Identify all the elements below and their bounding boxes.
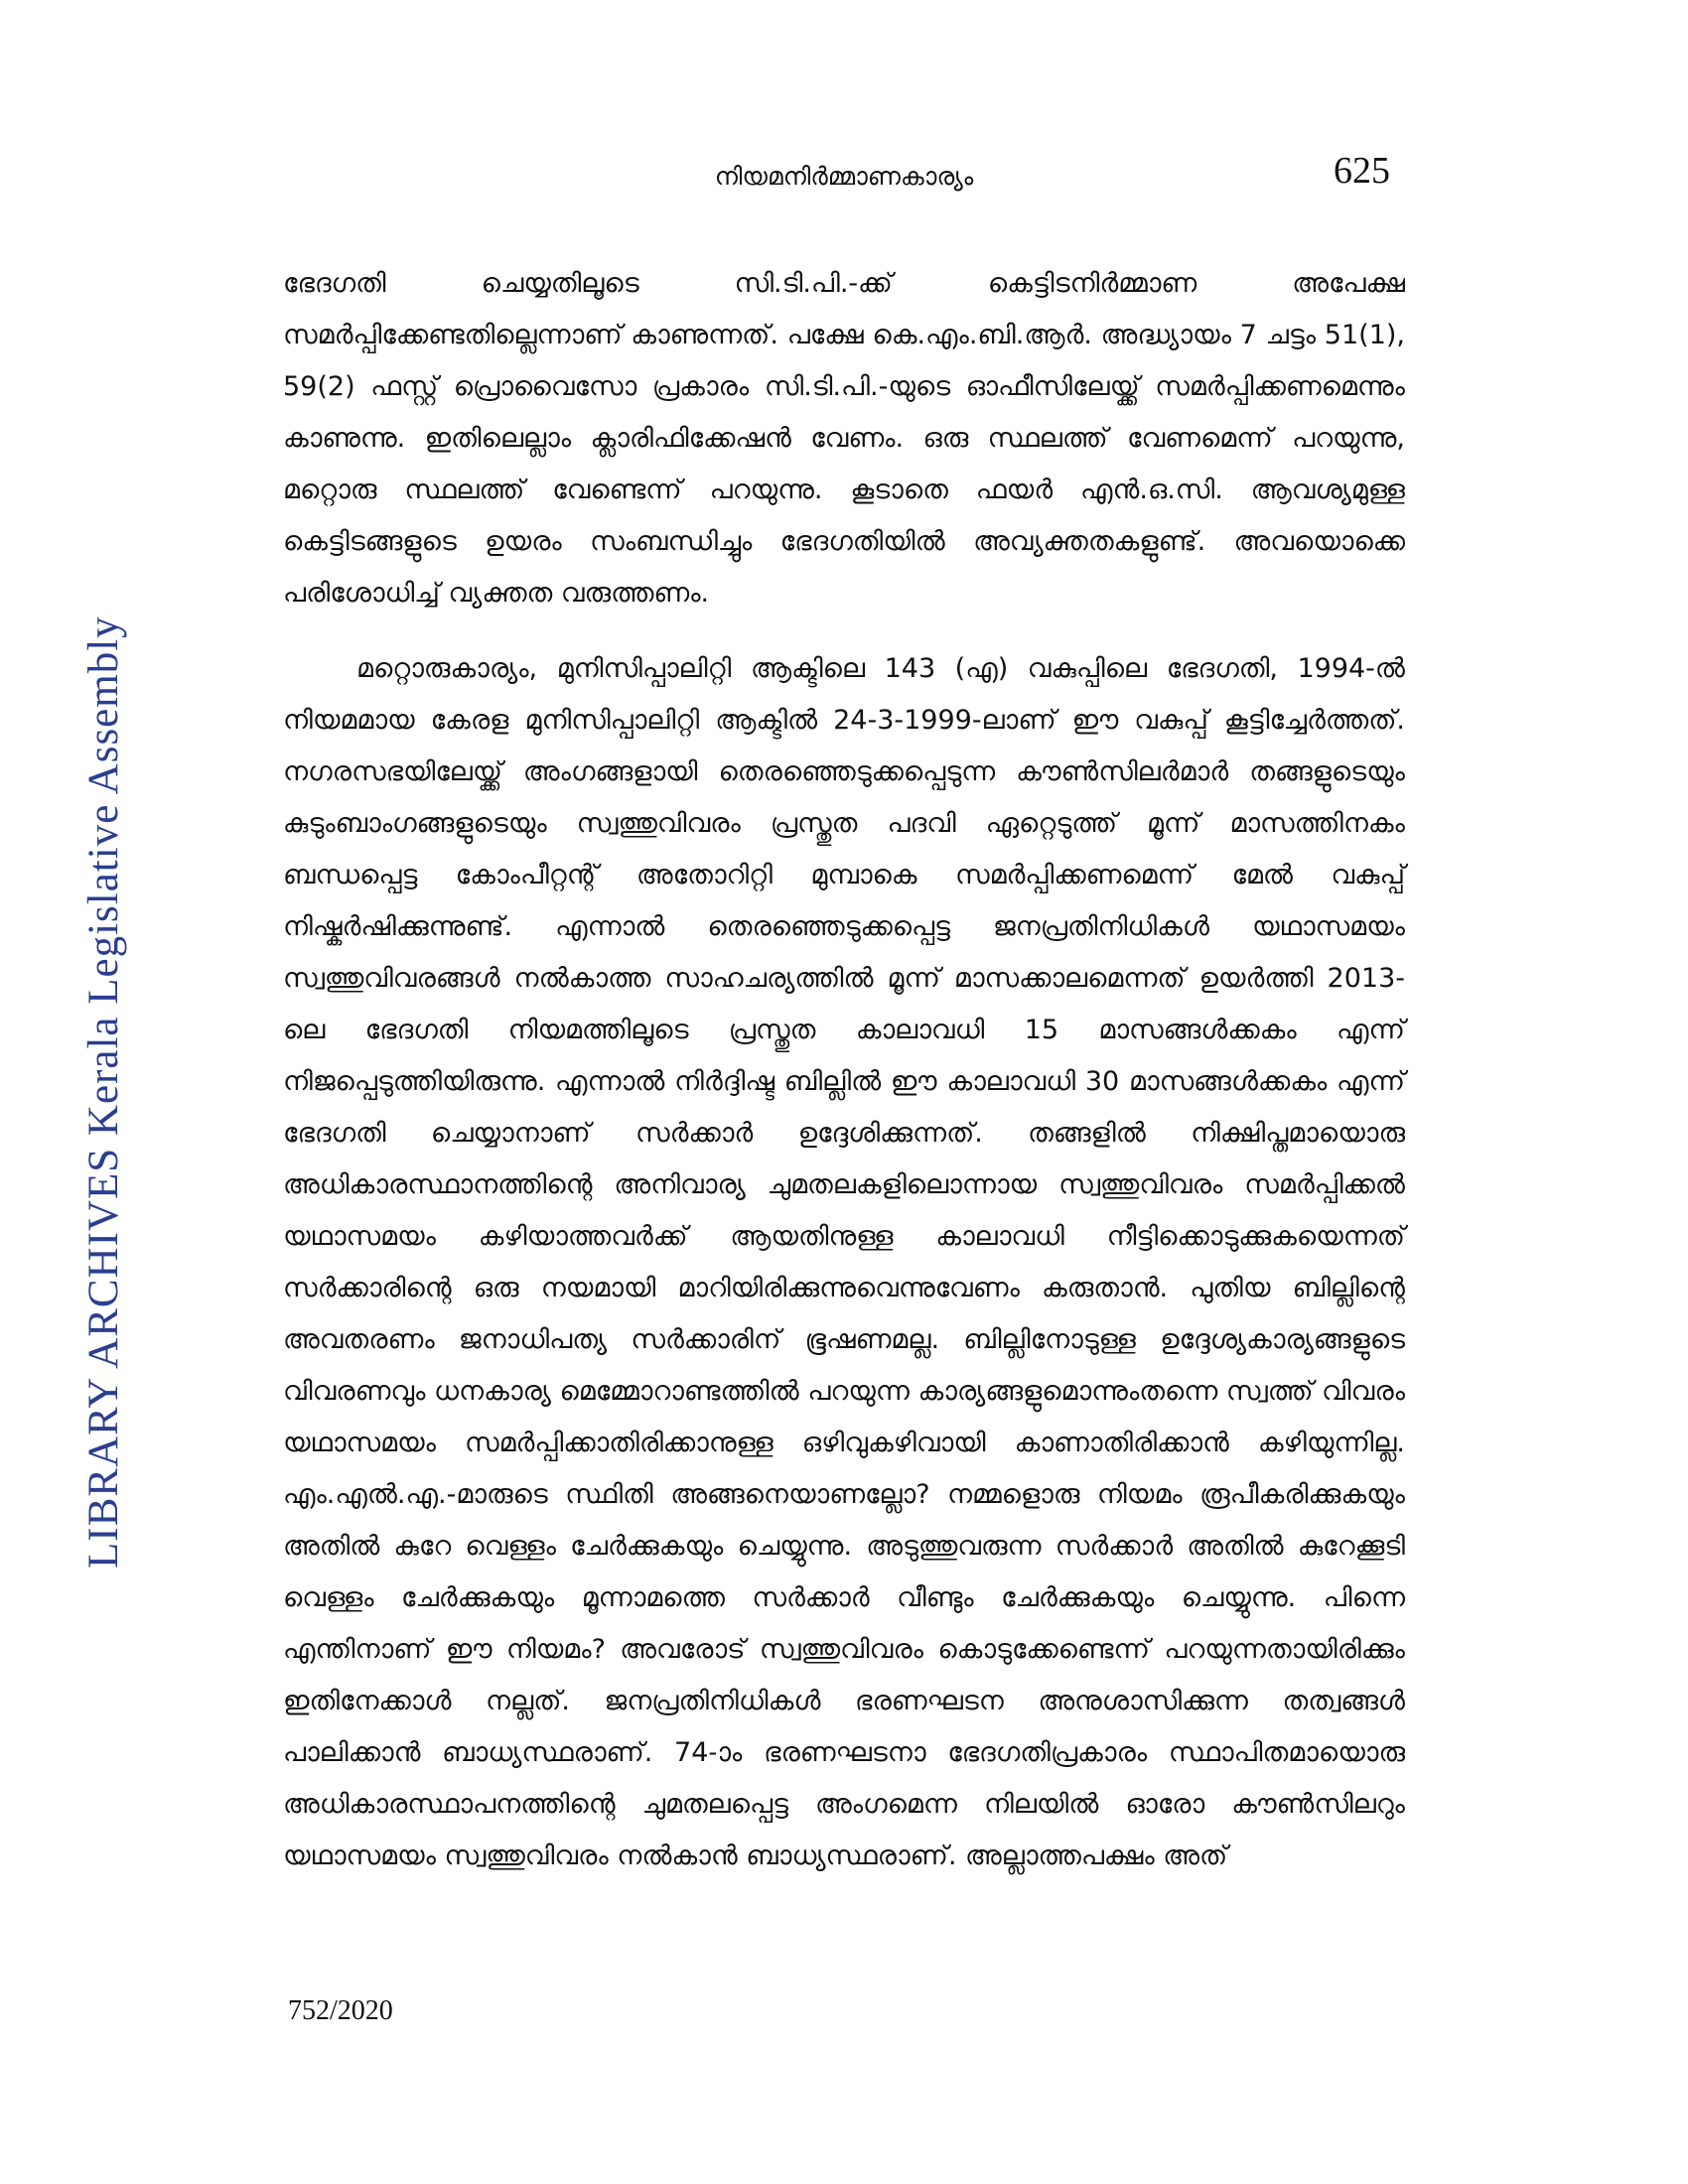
paragraph: മറ്റൊരുകാര്യം, മുനിസിപ്പാലിറ്റി ആക്ടിലെ 143 (എ) വകുപ്പിലെ ഭേദഗതി, 1994-ൽ നിയമമായ കേരള മുനിസിപ്പാലിറ്റി ആക്ടിൽ 24-3-1999-ലാണ് ഈ വകുപ്പ് കൂട്ടിച്ചേർത്തത്. നഗരസഭയിലേയ്ക്ക് അംഗങ്ങളായി തെരഞ്ഞെടുക്കപ്പെടുന്ന കൗൺസിലർമാർ തങ്ങളുടെയും കുടുംബാംഗങ്ങളുടെയും സ്വത്തുവിവരം പ്രസ്തുത പദവി ഏറ്റെടുത്ത് മൂന്ന് മാസത്തിനകം ബന്ധപ്പെട്ട കോംപീറ്റന്റ് അതോറിറ്റി മുമ്പാകെ സമർപ്പിക്കണമെന്ന് മേൽ വകുപ്പ് നിഷ്കർഷിക്കുന്നുണ്ട്. എന്നാൽ തെരഞ്ഞെടുക്കപ്പെട്ട ജനപ്രതിനിധികൾ യഥാസമയം സ്വത്തുവിവരങ്ങൾ നൽകാത്ത സാഹചര്യത്തിൽ മൂന്ന് മാസക്കാലമെന്നത് ഉയർത്തി 2013-ലെ ഭേദഗതി നിയമത്തിലൂടെ പ്രസ്തുത കാലാവധി 15 മാസങ്ങൾക്കകം എന്ന് നിജപ്പെടുത്തിയിരുന്നു. എന്നാൽ നിർദ്ദിഷ്ട ബില്ലിൽ ഈ കാലാവധി 30 മാസങ്ങൾക്കകം എന്ന് ഭേദഗതി ചെയ്യാനാണ് സർക്കാർ ഉദ്ദേശിക്കുന്നത്. തങ്ങളിൽ നിക്ഷിപ്തമായൊരു അധികാരസ്ഥാനത്തിന്റെ അനിവാര്യ ചുമതലകളിലൊന്നായ സ്വത്തുവിവരം സമർപ്പിക്കൽ യഥാസമയം കഴിയാത്തവർക്ക് ആയതിനുള്ള കാലാവധി നീട്ടിക്കൊടുക്കുകയെന്നത് സർക്കാരിന്റെ ഒരു നയമായി മാറിയിരിക്കുന്നുവെന്നുവേണം കരുതാൻ. പുതിയ ബില്ലിന്റെ അവതരണം ജനാധിപത്യ സർക്കാരിന് ഭൂഷണമല്ല. ബില്ലിനോടുള്ള ഉദ്ദേശ്യകാര്യങ്ങളുടെ വിവരണവും ധനകാര്യ മെമ്മോറാണ്ടത്തിൽ പറയുന്ന കാര്യങ്ങളുമൊന്നുംതന്നെ സ്വത്ത് വിവരം യഥാസമയം സമർപ്പിക്കാതിരിക്കാനുള്ള ഒഴിവുകഴിവായി കാണാതിരിക്കാൻ കഴിയുന്നില്ല. എം.എൽ.എ.-മാരുടെ സ്ഥിതി അങ്ങനെയാണല്ലോ? നമ്മളൊരു നിയമം രൂപീകരിക്കുകയും അതിൽ കുറേ വെള്ളം ചേർക്കുകയും ചെയ്യുന്നു. അടുത്തുവരുന്ന സർക്കാർ അതിൽ കുറേക്കൂടി വെള്ളം ചേർക്കുകയും മൂന്നാമത്തെ സർക്കാർ വീണ്ടും ചേർക്കുകയും ചെയ്യുന്നു. പിന്നെ എന്തിനാണ് ഈ നിയമം? അവരോട് സ്വത്തുവിവരം കൊടുക്കേണ്ടെന്ന് പറയുന്നതായിരിക്കും ഇതിനേക്കാൾ നല്ലത്. ജനപ്രതിനിധികൾ ഭരണഘടന അനുശാസിക്കുന്ന തത്വങ്ങൾ പാലിക്കാൻ ബാധ്യസ്ഥരാണ്. 74-ാം ഭരണഘടനാ ഭേദഗതിപ്രകാരം സ്ഥാപിതമായൊരു അധികാരസ്ഥാപനത്തിന്റെ ചുമതലപ്പെട്ട അംഗമെന്ന നിലയിൽ ഓരോ കൗൺസിലറും യഥാസമയം സ്വത്തുവിവരം നൽകാൻ ബാധ്യസ്ഥരാണ്. അല്ലാത്തപക്ഷം അത് (283, 653, 1406, 1871)
page-number: 625 (1334, 150, 1390, 192)
body-text (283, 258, 1405, 1906)
page-header-title: നിയമനിർമ്മാണകാര്യം (714, 162, 974, 191)
paragraph: ഭേദഗതി ചെയ്യതിലൂടെ സി.ടി.പി.-ക്ക് കെട്ടിടനിർമ്മാണ അപേക്ഷ സമർപ്പിക്കേണ്ടതില്ലെന്നാണ് കാണുന്നത്. പക്ഷേ കെ.എം.ബി.ആർ. അദ്ധ്യായം 7 ചട്ടം 51(1), 59(2) ഫസ്റ്റ് പ്രൊവൈസോ പ്രകാരം സി.ടി.പി.-യുടെ ഓഫീസിലേയ്ക്ക് സമർപ്പിക്കണമെന്നും കാണുന്നു. ഇതിലെല്ലാം ക്ലാരിഫിക്കേഷൻ വേണം. ഒരു സ്ഥലത്ത് വേണമെന്ന് പറയുന്നു, മറ്റൊരു സ്ഥലത്ത് വേണ്ടെന്ന് പറയുന്നു. കൂടാതെ ഫയർ എൻ.ഒ.സി. ആവശ്യമുള്ള കെട്ടിടങ്ങളുടെ ഉയരം സംബന്ധിച്ചും ഭേദഗതിയിൽ അവ്യക്തതകളുണ്ട്. അവയൊക്കെ പരിശോധിച്ച് വ്യക്തത വരുത്തണം. (283, 268, 1405, 609)
document-code: 752/2020 (288, 1995, 393, 2026)
archive-watermark: LIBRARY ARCHIVES Kerala Legislative Assembly (80, 615, 127, 1569)
